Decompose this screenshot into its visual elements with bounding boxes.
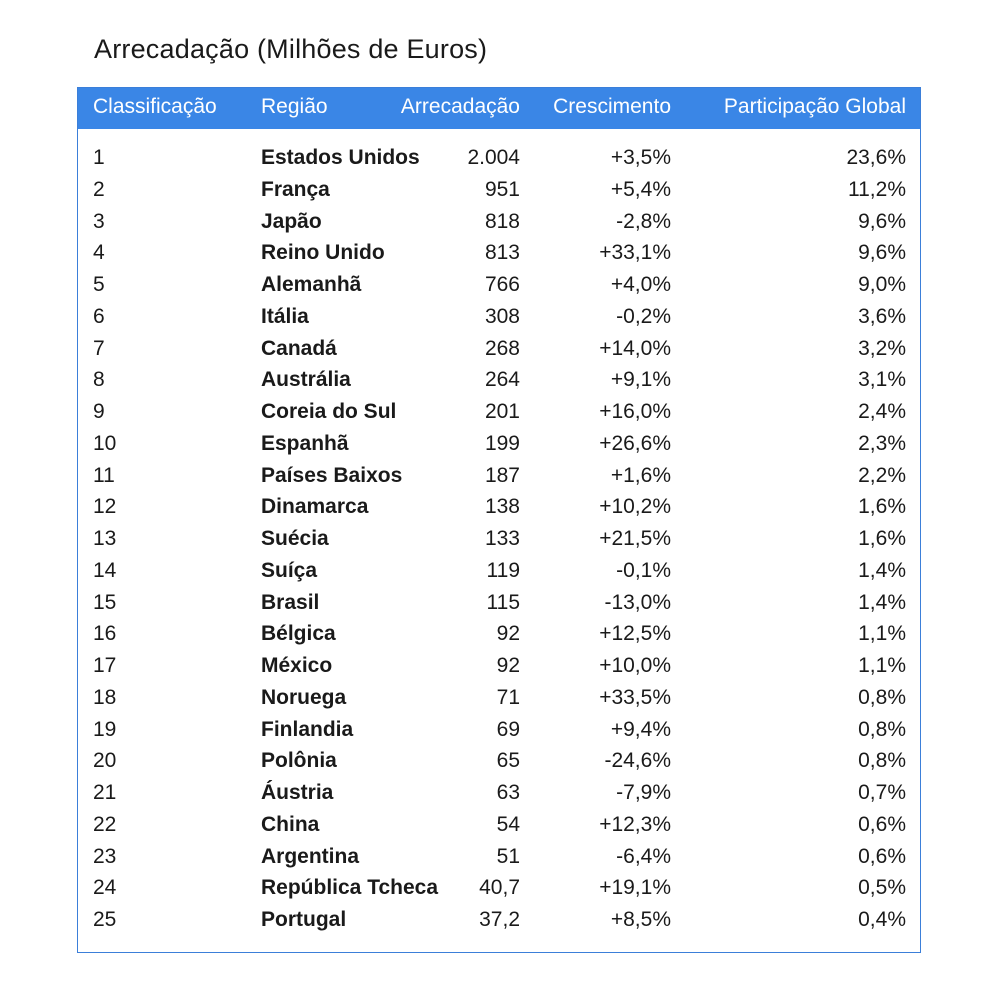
table-row	[78, 906, 920, 938]
revenue-cell: 63	[496, 781, 520, 804]
global-share-cell: 0,8%	[858, 685, 906, 709]
growth-cell: -0,1%	[616, 558, 671, 582]
table-row	[78, 652, 920, 684]
revenue-cell: 766	[484, 273, 520, 296]
growth-cell: -24,6%	[604, 749, 671, 773]
table-row	[78, 335, 920, 367]
table-row	[78, 620, 920, 652]
rank-cell: 23	[93, 844, 117, 868]
table-row	[78, 843, 920, 875]
growth-cell: +16,0%	[599, 400, 671, 423]
rank-cell: 13	[93, 527, 117, 550]
revenue-cell: 54	[496, 812, 520, 836]
global-share-cell: 0,6%	[858, 812, 906, 836]
revenue-cell: 813	[484, 241, 520, 265]
growth-cell: +12,5%	[599, 622, 671, 646]
growth-cell: +1,6%	[610, 463, 671, 487]
table-row	[78, 208, 920, 240]
chart-title: Arrecadação (Milhões de Euros)	[94, 34, 488, 64]
rank-cell: 20	[93, 749, 117, 773]
revenue-cell: 92	[496, 622, 520, 646]
rank-cell: 9	[93, 400, 105, 423]
revenue-cell: 69	[496, 717, 520, 741]
growth-cell: +21,5%	[599, 527, 671, 550]
revenue-cell: 119	[486, 558, 520, 582]
region-cell: Brasil	[261, 590, 320, 614]
revenue-cell: 92	[496, 654, 520, 677]
growth-cell: -13,0%	[604, 590, 671, 614]
global-share-cell: 9,6%	[858, 209, 906, 233]
table-row	[78, 589, 920, 621]
global-share-cell: 9,0%	[858, 273, 906, 296]
table-row	[78, 239, 920, 271]
growth-cell: +3,5%	[610, 146, 671, 169]
rank-cell: 2	[93, 177, 105, 201]
table-row	[78, 462, 920, 494]
table-row	[78, 716, 920, 748]
global-share-cell: 0,6%	[858, 844, 906, 868]
rank-cell: 7	[93, 336, 105, 360]
region-cell: Reino Unido	[261, 241, 385, 265]
revenue-cell: 268	[484, 336, 520, 360]
region-cell: Noruega	[261, 685, 347, 709]
rank-cell: 22	[93, 812, 117, 836]
revenue-cell: 201	[484, 400, 520, 423]
table-row	[78, 176, 920, 208]
revenue-cell: 51	[496, 844, 520, 868]
growth-cell: +26,6%	[599, 431, 671, 455]
rank-cell: 8	[93, 368, 105, 392]
global-share-cell: 0,8%	[858, 717, 906, 741]
region-cell: Áustria	[261, 781, 334, 804]
table-row	[78, 398, 920, 430]
global-share-cell: 1,4%	[858, 558, 906, 582]
table-row	[78, 747, 920, 779]
table-row	[78, 779, 920, 811]
global-share-cell: 3,1%	[858, 368, 906, 392]
table-row	[78, 430, 920, 462]
revenue-cell: 71	[496, 685, 520, 709]
region-cell: México	[261, 654, 333, 677]
global-share-cell: 1,6%	[858, 527, 906, 550]
table-row	[78, 303, 920, 335]
revenue-cell: 133	[484, 527, 520, 550]
growth-cell: +5,4%	[610, 177, 671, 201]
growth-cell: -7,9%	[616, 781, 671, 804]
rank-cell: 10	[93, 431, 117, 455]
column-header-global-share: Participação Global	[723, 95, 906, 118]
rank-cell: 14	[93, 558, 117, 582]
region-cell: Portugal	[261, 908, 347, 931]
rank-cell: 17	[93, 654, 117, 677]
region-cell: Suíça	[261, 558, 318, 582]
table-row	[78, 684, 920, 716]
table-row	[78, 525, 920, 557]
global-share-cell: 3,6%	[858, 304, 906, 328]
region-cell: Japão	[261, 209, 322, 233]
table-row	[78, 811, 920, 843]
global-share-cell: 2,2%	[858, 463, 906, 487]
growth-cell: +33,1%	[599, 241, 671, 265]
region-cell: Alemanhã	[261, 273, 362, 296]
region-cell: Espanhã	[261, 431, 349, 455]
rank-cell: 11	[93, 463, 115, 487]
rank-cell: 5	[93, 273, 105, 296]
region-cell: Finlandia	[261, 717, 354, 741]
growth-cell: +12,3%	[599, 812, 671, 836]
column-header-rank: Classificação	[93, 95, 217, 118]
table-row	[78, 271, 920, 303]
global-share-cell: 1,4%	[858, 590, 906, 614]
growth-cell: +4,0%	[610, 273, 671, 296]
global-share-cell: 1,6%	[858, 495, 906, 519]
region-cell: Bélgica	[261, 622, 336, 646]
global-share-cell: 0,7%	[858, 781, 906, 804]
data-table	[77, 87, 921, 953]
revenue-cell: 37,2	[479, 908, 520, 931]
rank-cell: 25	[93, 908, 117, 931]
global-share-cell: 0,4%	[858, 908, 906, 931]
region-cell: Estados Unidos	[261, 146, 420, 169]
growth-cell: +9,4%	[610, 717, 671, 741]
revenue-cell: 2.004	[467, 146, 520, 169]
region-cell: Polônia	[261, 749, 337, 773]
region-cell: Suécia	[261, 527, 329, 550]
table-row	[78, 557, 920, 589]
table-row	[78, 144, 920, 176]
growth-cell: +14,0%	[599, 336, 671, 360]
global-share-cell: 2,4%	[858, 400, 906, 423]
rank-cell: 19	[93, 717, 117, 741]
region-cell: Itália	[261, 304, 309, 328]
global-share-cell: 2,3%	[858, 431, 906, 455]
rank-cell: 16	[93, 622, 117, 646]
growth-cell: +10,2%	[599, 495, 671, 519]
growth-cell: -6,4%	[616, 844, 671, 868]
growth-cell: -0,2%	[616, 304, 671, 328]
revenue-cell: 65	[496, 749, 520, 773]
revenue-cell: 308	[484, 304, 520, 328]
growth-cell: +19,1%	[599, 876, 671, 900]
region-cell: Países Baixos	[261, 463, 403, 487]
rank-cell: 21	[93, 781, 117, 804]
column-header-region: Região	[261, 95, 328, 118]
rank-cell: 6	[93, 304, 105, 328]
region-cell: Austrália	[261, 368, 351, 392]
rank-cell: 4	[93, 241, 105, 265]
revenue-cell: 818	[484, 209, 520, 233]
table-header	[78, 88, 920, 129]
table-row	[78, 874, 920, 906]
rank-cell: 18	[93, 685, 117, 709]
region-cell: França	[261, 177, 330, 201]
global-share-cell: 0,5%	[858, 876, 906, 900]
global-share-cell: 0,8%	[858, 749, 906, 773]
growth-cell: +8,5%	[610, 908, 671, 931]
rank-cell: 1	[93, 146, 105, 169]
growth-cell: -2,8%	[616, 209, 671, 233]
global-share-cell: 3,2%	[858, 336, 906, 360]
rank-cell: 24	[93, 876, 117, 900]
table-row	[78, 493, 920, 525]
revenue-cell: 115	[486, 590, 520, 614]
region-cell: China	[261, 812, 320, 836]
growth-cell: +9,1%	[610, 368, 671, 392]
growth-cell: +33,5%	[599, 685, 671, 709]
growth-cell: +10,0%	[599, 654, 671, 677]
region-cell: Dinamarca	[261, 495, 369, 519]
global-share-cell: 1,1%	[858, 622, 906, 646]
region-cell: Coreia do Sul	[261, 400, 397, 423]
global-share-cell: 9,6%	[858, 241, 906, 265]
region-cell: Canadá	[261, 336, 337, 360]
revenue-cell: 199	[484, 431, 520, 455]
table-body	[78, 144, 920, 938]
global-share-cell: 11,2%	[848, 177, 906, 201]
region-cell: República Tcheca	[261, 876, 439, 900]
global-share-cell: 23,6%	[846, 146, 906, 169]
column-header-growth: Crescimento	[553, 95, 671, 118]
rank-cell: 3	[93, 209, 105, 233]
revenue-cell: 951	[484, 177, 520, 201]
revenue-cell: 138	[484, 495, 520, 519]
global-share-cell: 1,1%	[858, 654, 906, 677]
rank-cell: 15	[93, 590, 117, 614]
table-row	[78, 366, 920, 398]
revenue-cell: 40,7	[479, 876, 520, 900]
revenue-cell: 187	[484, 463, 520, 487]
rank-cell: 12	[93, 495, 117, 519]
region-cell: Argentina	[261, 844, 360, 868]
revenue-cell: 264	[484, 368, 520, 392]
column-header-revenue: Arrecadação	[400, 95, 520, 118]
